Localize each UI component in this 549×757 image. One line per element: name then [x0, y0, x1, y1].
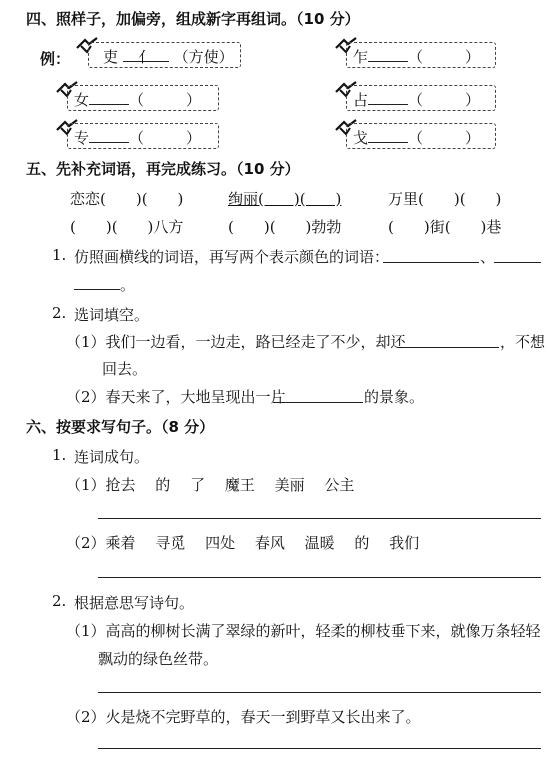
- word-list: （1）抢去 的 了 魔王 美丽 公主: [66, 476, 355, 494]
- paren-open: （: [408, 48, 424, 66]
- item-char: 专: [74, 129, 90, 147]
- paren-open: （: [129, 91, 145, 109]
- section4-title: 四、照样子，加偏旁，组成新字再组词。（10 分）: [26, 10, 360, 28]
- paren-open: （: [129, 129, 145, 147]
- item-box-2: [67, 85, 219, 111]
- idiom-3[interactable]: 万里( )( ): [388, 190, 502, 208]
- answer-line[interactable]: [98, 692, 541, 693]
- item-char: 戈: [353, 129, 369, 147]
- answer-blank[interactable]: [368, 46, 408, 62]
- paren-open: （: [408, 129, 424, 147]
- section5-title: 五、先补充词语，再完成练习。（10 分）: [26, 160, 300, 178]
- sentence-text: （1）我们一边看，一边走，路已经走了不少，却还: [66, 333, 406, 351]
- question-number: 2.: [52, 592, 67, 610]
- answer-line[interactable]: [403, 347, 499, 348]
- sentence-text: 回去。: [102, 360, 148, 378]
- answer-blank[interactable]: [368, 89, 408, 105]
- sentence-text: （2）春天来了，大地呈现出一片: [66, 388, 286, 406]
- answer-line[interactable]: [494, 262, 541, 263]
- item-box-5: [346, 123, 496, 149]
- paren-close: ）: [465, 129, 481, 147]
- question-number: 1.: [52, 246, 67, 264]
- example-box: [88, 42, 241, 68]
- answer-blank[interactable]: [368, 127, 408, 143]
- idiom-4[interactable]: ( )( )八方: [70, 218, 184, 236]
- question-text: 根据意思写诗句。: [74, 594, 195, 612]
- answer-line[interactable]: [98, 518, 541, 519]
- section6-title: 六、按要求写句子。（8 分）: [26, 418, 215, 436]
- question-number: 2.: [52, 304, 67, 322]
- answer-line[interactable]: [98, 748, 541, 749]
- period: 。: [120, 276, 136, 294]
- sentence-text: 的景象。: [364, 388, 425, 406]
- answer-blank[interactable]: [89, 89, 129, 105]
- question-text: 仿照画横线的词语，再写两个表示颜色的词语：: [74, 248, 390, 266]
- question-number: 1.: [52, 446, 67, 464]
- sentence-text: 飘动的绿色丝带。: [98, 650, 219, 668]
- answer-line[interactable]: [273, 402, 363, 403]
- idiom-2-underlined[interactable]: 绚丽( )( ): [228, 190, 342, 208]
- separator: 、: [480, 248, 496, 266]
- paren-close: ）: [465, 48, 481, 66]
- paren-close: ）: [186, 91, 202, 109]
- answer-line[interactable]: [383, 262, 479, 263]
- idiom-5[interactable]: ( )( )勃勃: [228, 218, 342, 236]
- paren-open: （: [408, 91, 424, 109]
- item-box-1: [346, 42, 496, 68]
- example-char: 吏: [103, 48, 119, 66]
- item-char: 乍: [353, 48, 369, 66]
- answer-blank[interactable]: [89, 127, 129, 143]
- paren-close: ）: [186, 129, 202, 147]
- item-char: 女: [74, 91, 90, 109]
- example-filled: 亻: [138, 48, 154, 66]
- sentence-text: ，不想: [500, 333, 546, 351]
- question-text: 连词成句。: [74, 448, 150, 466]
- word-list: （2）乘着 寻觅 四处 春风 温暖 的 我们: [66, 534, 420, 552]
- example-label: 例：: [40, 50, 71, 68]
- answer-line[interactable]: [74, 289, 120, 290]
- item-box-3: [346, 85, 496, 111]
- item-box-4: [67, 123, 219, 149]
- sentence-text: （1）高高的柳树长满了翠绿的新叶，轻柔的柳枝垂下来，就像万条轻轻: [66, 622, 541, 640]
- question-text: 选词填空。: [74, 306, 150, 324]
- idiom-1[interactable]: 恋恋( )( ): [70, 190, 184, 208]
- sentence-text: （2）火是烧不完野草的，春天一到野草又长出来了。: [66, 708, 421, 726]
- paren-close: ）: [465, 91, 481, 109]
- example-answer-blank: [123, 46, 169, 66]
- example-paren: （方使）: [173, 48, 234, 66]
- idiom-6[interactable]: ( )街( )巷: [388, 218, 502, 236]
- answer-line[interactable]: [98, 577, 541, 578]
- item-char: 占: [353, 91, 369, 109]
